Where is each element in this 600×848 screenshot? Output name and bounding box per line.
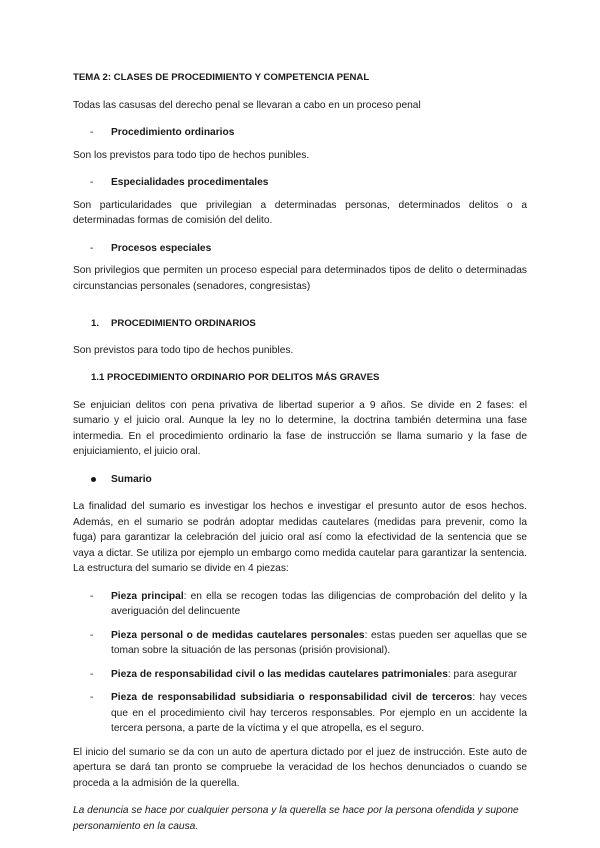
dash-marker: -	[90, 692, 94, 703]
item-text: Son los previstos para todo tipo de hechos punibles.	[73, 149, 310, 161]
section-number: 1.	[91, 318, 100, 329]
section-heading	[73, 316, 527, 332]
dash-marker: -	[90, 590, 94, 602]
pieza-text: : hay veces que en el procedimiento civil hay terceros responsables. Por ejemplo en un accidente la tercera persona, a parte de la víctima y el que atropella, es el seguro.	[111, 692, 527, 734]
pieza-label: Pieza de responsabilidad civil o las medidas cautelares patrimoniales	[111, 668, 448, 680]
pieza-label: Pieza principal	[111, 590, 184, 602]
sumario-text: La finalidad del sumario es investigar los hechos e investigar el presunto autor de esos hechos. Además, en el sumario se podrán adoptar medidas cautelares (medidas para prevenir, como la fuga) para garantizar la celebración del juicio oral así como la efectividad de la sentencia que se vaya a dictar. Se utiliza por ejemplo un embargo como medida cautelar para garantizar la sentencia. La estructura del sumario se divide en 4 piezas:	[73, 501, 527, 574]
dash-marker: -	[90, 668, 94, 680]
item-label: Procesos especiales	[111, 242, 212, 254]
pieza-item	[73, 667, 527, 683]
pieza-text: : estas pueden ser aquellas que se toman sobre la situación de las personas (prisión provisional).	[111, 629, 527, 656]
pieza-text: : para asegurar	[447, 668, 517, 680]
dash-marker: -	[90, 177, 94, 188]
document-title: TEMA 2: CLASES DE PROCEDIMIENTO Y COMPETENCIA PENAL	[73, 72, 370, 83]
list-item	[73, 125, 527, 141]
pieza-label: Pieza de responsabilidad subsidiaria o responsabilidad civil de terceros	[111, 692, 473, 703]
subsection-heading: 1.1 PROCEDIMIENTO ORDINARIO POR DELITOS MÁS GRAVES	[91, 372, 380, 383]
pieza-item	[73, 628, 527, 659]
list-item	[73, 241, 527, 257]
item-label: Procedimiento ordinarios	[111, 127, 235, 138]
dash-marker: -	[90, 242, 94, 254]
subsection-text: Se enjuician delitos con pena privativa de libertad superior a 9 años. Se divide en 2 fases: el sumario y el juicio oral. Aunque la ley no lo determine, la doctrina también determina una fase intermedia. En el procedimiento ordinario la fase de instrucción se llama sumario y la fase de enjuiciamiento, el juicio oral.	[73, 399, 527, 457]
item-text: Son privilegios que permiten un proceso especial para determinados tipos de delito o determinadas circunstancias personales (senadores, congresistas)	[73, 265, 527, 292]
pieza-item	[73, 589, 527, 620]
bullet-marker	[91, 477, 96, 482]
item-text: Son particularidades que privilegian a determinadas personas, determinados delitos o a determinadas formas de comisión del delito.	[73, 199, 527, 226]
section-heading-text: PROCEDIMIENTO ORDINARIOS	[111, 318, 256, 329]
list-item	[73, 175, 527, 191]
italic-note: La denuncia se hace por cualquier persona y la querella se hace por la persona ofendida y supone personamiento en la causa.	[73, 805, 519, 832]
dash-marker: -	[90, 629, 94, 641]
intro-text: Todas las casusas del derecho penal se llevaran a cabo en un proceso penal	[73, 99, 421, 111]
dash-marker: -	[90, 127, 94, 138]
pieza-item	[73, 690, 527, 737]
bullet-item	[73, 472, 527, 488]
pieza-label: Pieza personal o de medidas cautelares personales	[111, 629, 365, 641]
inicio-text: El inicio del sumario se da con un auto de apertura dictado por el juez de instrucción. Este auto de apertura se dará tan pronto se compruebe la veracidad de los hechos denunciados o cuando se proceda a la admisión de la querella.	[73, 746, 527, 789]
pieza-text: : en ella se recogen todas las diligencias de comprobación del delito y la averiguación del delincuente	[111, 590, 527, 617]
section-text: Son previstos para todo tipo de hechos punibles.	[73, 344, 294, 356]
bullet-label: Sumario	[111, 473, 152, 485]
item-label: Especialidades procedimentales	[111, 177, 269, 188]
